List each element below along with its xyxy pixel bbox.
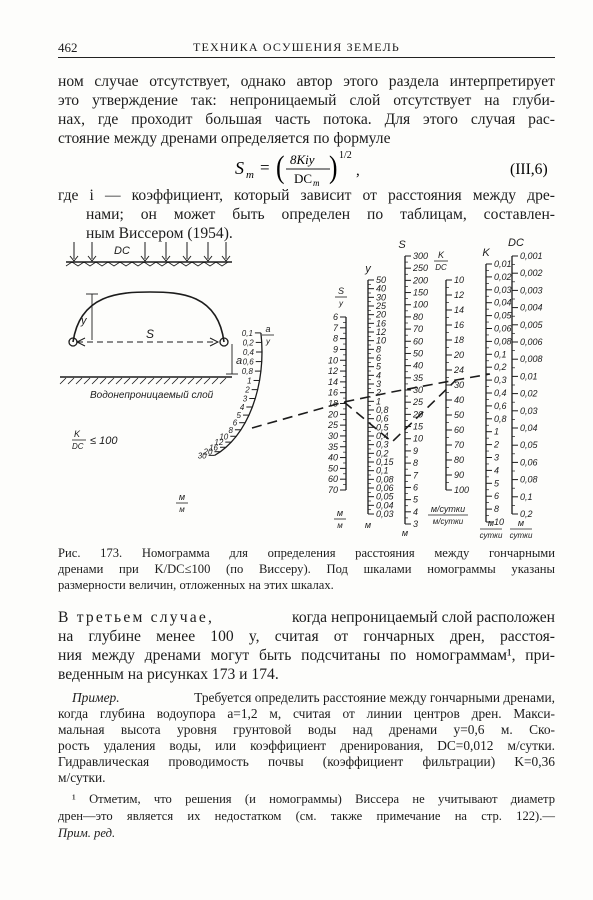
tick-label-k: 2 xyxy=(494,439,500,450)
tick-label-k_over_dc: 14 xyxy=(454,305,465,315)
dc-scale-unit-den: сутки xyxy=(509,531,533,540)
tick-label-s: 40 xyxy=(413,360,424,371)
tick-label-s: 60 xyxy=(413,336,424,347)
tick-label-y: 25 xyxy=(376,301,387,311)
sketch-a-label: a xyxy=(236,355,243,367)
s-over-y-unit-den: м xyxy=(337,521,343,530)
condition-rel: ≤ 100 xyxy=(90,435,118,447)
a-over-y-unit-num: м xyxy=(178,492,186,502)
formula-paren-open: ( xyxy=(275,149,285,186)
tick-label-y: 0,06 xyxy=(376,483,394,493)
tick-label-y: 0,08 xyxy=(376,474,394,485)
tick-label-s: 250 xyxy=(413,263,429,274)
figure-173-nomogram xyxy=(0,232,593,552)
tick-label-y: 50 xyxy=(376,275,387,285)
figure-caption-line: размерности величин, отложенных на этих шкалах. xyxy=(58,578,334,592)
tick-label-s_over_y: 9 xyxy=(332,344,338,355)
tick-label-k: 0,6 xyxy=(494,400,507,411)
tick-label-a-over-y: 2 xyxy=(245,385,250,395)
tick-label-y: 0,03 xyxy=(376,509,394,519)
a-over-y-unit-den: м xyxy=(179,505,185,514)
tick-label-k: 10 xyxy=(494,517,505,527)
tick-label-a-over-y: 30 xyxy=(197,451,207,461)
tick-label-k_over_dc: 60 xyxy=(454,425,465,435)
third-case-lead: В третьем случае, xyxy=(58,609,215,626)
tick-label-s_over_y: 14 xyxy=(327,376,338,387)
page-number: 462 xyxy=(58,40,78,55)
example-line: мальная высота уровня грунтовой воды над дренами y=0,6 м. Ско- xyxy=(58,722,555,737)
example-line: когда глубина водоупора a=1,2 м, считая от линии центров дрен. Макси- xyxy=(58,706,555,721)
tick-label-dc: 0,003 xyxy=(520,285,543,296)
s-over-y-unit-num: м xyxy=(336,508,344,518)
tick-label-s_over_y: 40 xyxy=(327,452,338,463)
tick-label-dc: 0,005 xyxy=(520,319,543,330)
tick-label-y: 20 xyxy=(376,309,387,320)
tick-label-k: 0,1 xyxy=(494,349,507,360)
tick-label-s: 6 xyxy=(413,482,419,493)
paragraph-line: нами; он может быть определен по таблицам, составлен- xyxy=(86,206,555,223)
tick-label-a-over-y: 0,2 xyxy=(242,338,254,348)
formula-comma: , xyxy=(356,163,360,179)
tick-label-k_over_dc: 18 xyxy=(454,335,465,345)
k-over-dc-unit-num: м/сутки xyxy=(430,504,466,514)
paragraph-line: это утверждение так: непроницаемый слой отсутствует на глуби- xyxy=(58,92,555,109)
tick-label-a-over-y: 20 xyxy=(203,447,213,457)
formula-iii-6 xyxy=(0,148,593,188)
tick-label-s_over_y: 30 xyxy=(327,430,338,441)
paragraph-line: нах, где проходит большая часть потока. Для этого случая рас- xyxy=(58,111,555,128)
tick-label-a-over-y: 4 xyxy=(239,403,245,412)
tick-label-a-over-y: 0,4 xyxy=(242,348,254,357)
tick-label-y: 6 xyxy=(376,353,382,363)
tick-label-dc: 0,08 xyxy=(520,474,538,485)
tick-label-dc: 0,008 xyxy=(520,354,543,365)
tick-label-k_over_dc: 100 xyxy=(454,485,470,495)
paragraph-line: ным Виссером (1954). xyxy=(86,225,233,242)
tick-label-a-over-y: 3 xyxy=(242,394,248,404)
tick-label-a-over-y: 8 xyxy=(228,425,233,435)
tick-label-k_over_dc: 80 xyxy=(454,455,465,465)
tick-label-s: 30 xyxy=(413,385,424,395)
tick-label-s_over_y: 10 xyxy=(327,355,338,366)
a-over-y-header-den: y xyxy=(266,337,270,346)
tick-label-y: 0,8 xyxy=(376,405,389,415)
tick-label-s: 300 xyxy=(413,251,429,261)
tick-label-k_over_dc: 16 xyxy=(454,320,465,330)
tick-label-y: 10 xyxy=(376,335,387,346)
tick-label-s: 25 xyxy=(413,397,424,408)
formula-lhs-sub: m xyxy=(246,169,254,181)
paragraph-line: ния между дренами могут быть подсчитаны по номограммам¹, при- xyxy=(58,647,555,664)
impermeable-layer-label: Водонепроницаемый слой xyxy=(90,390,214,401)
s-scale-unit: м xyxy=(401,528,409,538)
tick-label-s_over_y: 12 xyxy=(327,366,338,377)
tick-label-s_over_y: 70 xyxy=(327,485,338,495)
tick-label-k: 8 xyxy=(494,504,500,515)
paragraph-line: где i — коэффициент, который зависит от расстояния между дре- xyxy=(58,187,555,204)
example-line: рость удаления воды, или коэффициент дренирования, DC=0,012 м/сутки. xyxy=(58,738,555,753)
tick-label-s_over_y: 6 xyxy=(332,312,338,322)
tick-label-k: 0,02 xyxy=(494,271,512,282)
tick-label-s_over_y: 25 xyxy=(327,420,338,431)
tick-label-s_over_y: 35 xyxy=(327,441,338,452)
tick-label-y: 12 xyxy=(376,327,387,337)
k-scale-unit-num: м xyxy=(487,518,495,528)
figure-caption-line: Рис. 173. Номограмма для определения расстояния между гончарными xyxy=(58,546,555,560)
formula-number: (III,6) xyxy=(510,161,548,178)
tick-label-s: 80 xyxy=(413,311,424,322)
tick-label-dc: 0,006 xyxy=(520,337,543,347)
tick-label-s_over_y: 18 xyxy=(327,398,338,409)
tick-label-s: 20 xyxy=(413,409,424,420)
tick-label-y: 5 xyxy=(376,361,382,372)
tick-label-y: 0,5 xyxy=(376,422,389,433)
example-line: м/сутки. xyxy=(58,770,106,785)
figure-caption-line: дренами при K/DC≤100 (по Виссеру). Под шкалами номограммы указаны xyxy=(58,562,555,576)
tick-label-y: 0,1 xyxy=(376,465,389,476)
tick-label-s: 50 xyxy=(413,348,424,359)
tick-label-s: 8 xyxy=(413,458,419,469)
rain-arrowheads xyxy=(70,256,230,261)
tick-label-s_over_y: 60 xyxy=(327,474,338,485)
key-line-2 xyxy=(344,380,456,442)
sketch-dc-label: DC xyxy=(114,245,130,257)
tick-label-k: 0,2 xyxy=(494,362,507,373)
tick-label-y: 0,2 xyxy=(376,448,389,459)
tick-label-y: 3 xyxy=(376,379,382,389)
tick-label-dc: 0,2 xyxy=(520,509,533,519)
tick-label-dc: 0,06 xyxy=(520,457,538,468)
third-case-rest: когда непроницаемый слой расположен xyxy=(292,609,555,626)
tick-label-y: 0,05 xyxy=(376,491,394,502)
condition-den: DC xyxy=(72,442,84,451)
tick-label-s: 200 xyxy=(413,275,429,286)
tick-label-k_over_dc: 40 xyxy=(454,395,465,405)
tick-label-s_over_y: 8 xyxy=(332,333,338,344)
formula-numerator: 8Kiy xyxy=(290,152,315,167)
tick-label-k: 0,04 xyxy=(494,297,512,308)
tick-label-s_over_y: 7 xyxy=(332,322,338,333)
nomogram-scales xyxy=(176,237,544,540)
tick-label-y: 0,3 xyxy=(376,439,389,450)
tick-label-k: 3 xyxy=(494,452,500,463)
tick-label-a-over-y: 10 xyxy=(219,432,229,442)
paragraph-line: на глубине менее 100 y, считая от гончарных дрен, расстоя- xyxy=(58,628,555,645)
s-over-y-header-den: y xyxy=(339,299,343,308)
tick-label-s_over_y: 20 xyxy=(327,409,338,420)
k-scale-header: K xyxy=(482,247,490,259)
y-scale-header: y xyxy=(365,263,371,275)
tick-label-y: 0,6 xyxy=(376,413,389,424)
tick-label-k_over_dc: 24 xyxy=(454,365,465,375)
tick-label-y: 4 xyxy=(376,370,382,381)
tick-label-s: 5 xyxy=(413,494,419,505)
tick-label-dc: 0,001 xyxy=(520,251,543,261)
example-rest: Требуется определить расстояние между гончарными дренами, xyxy=(194,690,555,705)
tick-label-y: 16 xyxy=(376,318,387,329)
formula-lhs: S xyxy=(235,158,244,178)
tick-label-y: 0,4 xyxy=(376,431,389,441)
paragraph-line: ном случае отсутствует, однако автор этого раздела интерпретирует xyxy=(58,73,555,90)
y-scale-unit: м xyxy=(364,520,372,530)
tick-label-y: 1 xyxy=(376,396,382,407)
footnote-line: дрен—это является их недостатком (см. также примечание на стр. 122).— xyxy=(58,809,555,823)
k-over-dc-header-den: DC xyxy=(435,263,447,272)
tick-label-s: 4 xyxy=(413,506,419,517)
k-scale-unit-den: сутки xyxy=(479,531,503,540)
k-over-dc-header-num: K xyxy=(437,250,445,260)
tick-label-dc: 0,002 xyxy=(520,268,543,279)
a-over-y-header-num: a xyxy=(265,324,271,334)
tick-label-dc: 0,04 xyxy=(520,423,538,433)
tick-label-k: 4 xyxy=(494,465,500,476)
formula-equals: = xyxy=(260,158,270,177)
tick-label-k: 0,3 xyxy=(494,375,507,386)
tick-label-k: 6 xyxy=(494,491,500,502)
tick-label-y: 30 xyxy=(376,292,387,303)
tick-label-dc: 0,02 xyxy=(520,388,538,399)
tick-label-s: 35 xyxy=(413,372,424,383)
footnote-line: Прим. ред. xyxy=(58,826,116,840)
s-scale-header: S xyxy=(398,239,406,251)
formula-denominator: DC xyxy=(294,171,313,186)
tick-label-k_over_dc: 12 xyxy=(454,290,465,300)
example-line: Гидравлическая проводимость почвы (коэффициент фильтрации) K=0,36 xyxy=(58,754,555,769)
tick-label-k: 0,03 xyxy=(494,284,512,295)
tick-label-a-over-y: 0,6 xyxy=(242,357,254,367)
tick-label-k: 0,01 xyxy=(494,259,512,269)
footnote-line: ¹ Отметим, что решения (и номограммы) Виссера не учитывают диаметр xyxy=(72,792,555,806)
dc-scale-unit-num: м xyxy=(517,518,525,528)
tick-label-y: 8 xyxy=(376,344,382,355)
tick-label-k: 0,4 xyxy=(494,388,507,398)
sketch-y-label: y xyxy=(81,315,87,327)
tick-label-a-over-y: 5 xyxy=(236,411,241,421)
tick-label-k_over_dc: 20 xyxy=(454,350,465,360)
tick-label-a-over-y: 16 xyxy=(209,443,218,453)
paragraph-line: веденным на рисунках 173 и 174. xyxy=(58,666,279,683)
example-lead: Пример. xyxy=(72,690,120,705)
formula-denominator-sub: m xyxy=(313,178,320,188)
s-over-y-header-num: S xyxy=(337,286,345,296)
tick-label-s: 7 xyxy=(413,470,419,481)
tick-label-dc: 0,004 xyxy=(520,302,543,313)
formula-exponent: 1/2 xyxy=(339,150,352,161)
tick-label-s_over_y: 16 xyxy=(327,387,338,398)
tick-label-a-over-y: 6 xyxy=(232,418,238,428)
tick-label-dc: 0,03 xyxy=(520,405,538,416)
example-line xyxy=(72,690,555,706)
drain-sketch xyxy=(60,242,238,384)
tick-label-a-over-y: 1 xyxy=(247,376,252,386)
tick-label-s: 15 xyxy=(413,421,424,432)
paragraph-line: стояние между дренами определяется по формуле xyxy=(58,130,391,147)
tick-label-a-over-y: 0,8 xyxy=(241,367,253,377)
tick-label-k: 0,08 xyxy=(494,336,512,347)
tick-label-k_over_dc: 70 xyxy=(454,440,465,450)
tick-label-y: 0,15 xyxy=(376,457,394,467)
tick-label-s: 100 xyxy=(413,299,429,310)
tick-label-s: 3 xyxy=(413,519,419,529)
tick-label-y: 40 xyxy=(376,283,387,294)
tick-label-k_over_dc: 90 xyxy=(454,470,465,480)
dc-scale-header: DC xyxy=(508,237,524,249)
tick-label-y: 0,04 xyxy=(376,500,394,511)
tick-label-k: 0,06 xyxy=(494,323,512,334)
header-rule xyxy=(58,57,555,58)
formula-paren-close: ) xyxy=(329,149,338,186)
tick-label-k_over_dc: 50 xyxy=(454,410,465,420)
paragraph-line xyxy=(58,608,555,627)
tick-label-s: 10 xyxy=(413,433,424,444)
tick-label-dc: 0,1 xyxy=(520,491,533,502)
tick-label-s: 9 xyxy=(413,445,419,456)
tick-label-s: 70 xyxy=(413,324,424,335)
tick-label-y: 2 xyxy=(376,387,382,398)
tick-label-k_over_dc: 30 xyxy=(454,380,465,390)
running-title: ТЕХНИКА ОСУШЕНИЯ ЗЕМЕЛЬ xyxy=(192,40,401,54)
tick-label-dc: 0,05 xyxy=(520,440,538,451)
tick-label-s: 150 xyxy=(413,287,429,298)
k-over-dc-unit-den: м/сутки xyxy=(432,517,464,526)
impermeable-hatch xyxy=(60,378,226,384)
sketch-s-label: S xyxy=(146,327,155,341)
tick-label-k_over_dc: 10 xyxy=(454,275,465,285)
tick-label-a-over-y: 12 xyxy=(214,438,224,448)
condition-num: K xyxy=(74,429,81,439)
tick-label-dc: 0,01 xyxy=(520,371,538,382)
tick-label-k: 0,8 xyxy=(494,413,507,424)
tick-label-s_over_y: 50 xyxy=(327,463,338,474)
tick-label-k: 1 xyxy=(494,426,500,437)
tick-label-a-over-y: 0,1 xyxy=(241,328,253,338)
tick-label-k: 0,05 xyxy=(494,310,512,321)
tick-label-k: 5 xyxy=(494,478,500,489)
